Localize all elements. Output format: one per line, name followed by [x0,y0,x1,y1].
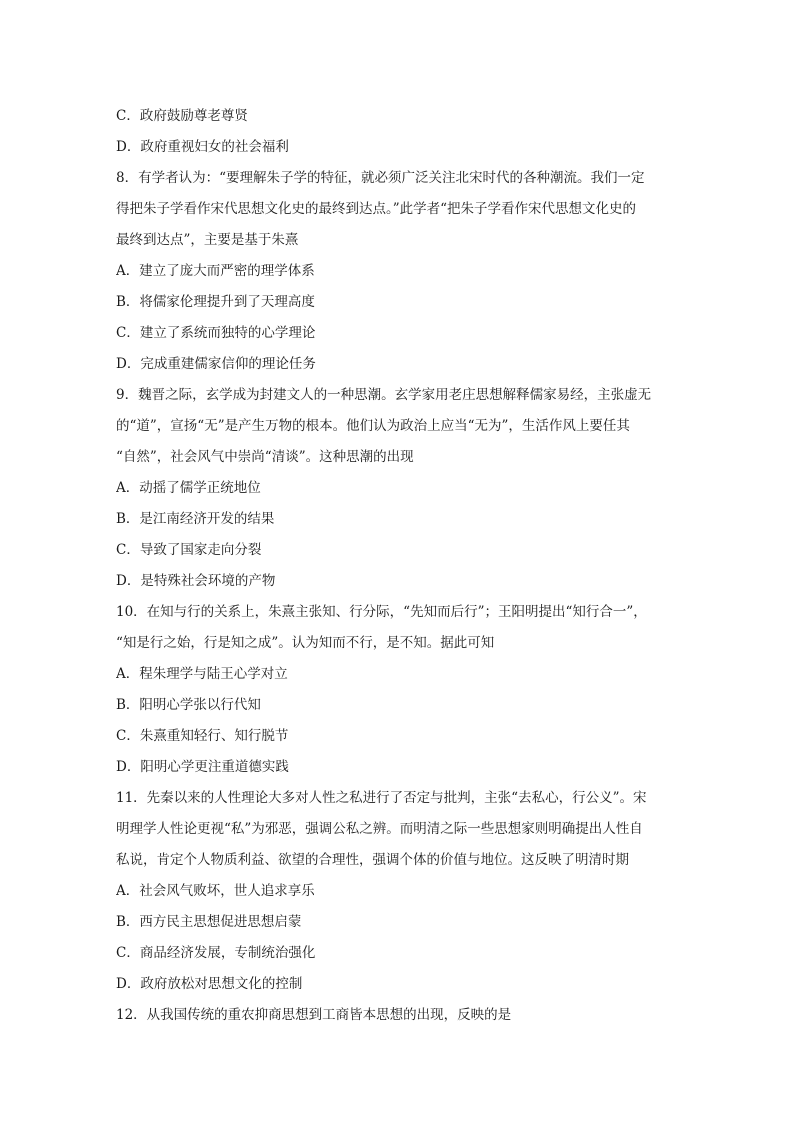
question-8 [116,163,680,380]
question-12 [116,1000,680,1031]
option-d: D．完成重建儒家信仰的理论任务 [116,356,316,372]
option-c: C．建立了系统而独特的心学理论 [116,325,316,341]
option-d: D．是特殊社会环境的产物 [116,573,276,589]
question-stem-line: 最终到达点”，主要是基于朱熹 [116,232,299,248]
option-d: D．阳明心学更注重道德实践 [116,759,289,775]
question-stem-line: 的“道”，宣扬“无”是产生万物的根本。他们认为政治上应当“无为”，生活作风上要任其 [116,418,630,434]
question-10 [116,597,680,783]
option-c: C．朱熹重知轻行、知行脱节 [116,728,289,744]
question-stem-line: 11．先秦以来的人性理论大多对人性之私进行了否定与批判，主张“去私心，行公义”。宋 [116,790,647,806]
question-11 [116,783,680,1000]
question-stem-line: 10．在知与行的关系上，朱熹主张知、行分际，“先知而后行”；王阳明提出“知行合一”， [116,604,647,620]
question-stem-line: 9．魏晋之际，玄学成为封建文人的一种思潮。玄学家用老庄思想解释儒家易经，主张虚无 [116,387,652,403]
option-c: C．导致了国家走向分裂 [116,542,262,558]
option-b: B．阳明心学张以行代知 [116,697,261,713]
previous-question-options [116,101,680,163]
question-stem-line: 8．有学者认为：“要理解朱子学的特征，就必须广泛关注北宋时代的各种潮流。我们一定 [116,170,645,186]
question-stem-line: “知是行之始，行是知之成”。认为知而不行，是不知。据此可知 [116,635,495,651]
option-b: B．西方民主思想促进思想启蒙 [116,914,302,930]
question-stem-line: 私说，肯定个人物质利益、欲望的合理性，强调个体的价值与地位。这反映了明清时期 [116,852,629,868]
option-a: A．程朱理学与陆王心学对立 [116,666,288,682]
option-a: A．社会风气败坏，世人追求享乐 [116,883,315,899]
question-stem-line: “自然”，社会风气中崇尚“清谈”。这种思潮的出现 [116,449,414,465]
option-c: C．商品经济发展，专制统治强化 [116,945,316,961]
option-b: B．是江南经济开发的结果 [116,511,275,527]
option-c: C．政府鼓励尊老尊贤 [116,108,248,124]
option-b: B．将儒家伦理提升到了天理高度 [116,294,315,310]
question-stem-line: 12．从我国传统的重农抑商思想到工商皆本思想的出现，反映的是 [116,1007,512,1023]
question-stem-line: 明理学人性论更视“私”为邪恶，强调公私之辨。而明清之际一些思想家则明确提出人性自 [116,821,643,837]
option-a: A．动摇了儒学正统地位 [116,480,261,496]
question-9 [116,380,680,597]
document-page [116,101,680,1031]
option-a: A．建立了庞大而严密的理学体系 [116,263,315,279]
option-d: D．政府放松对思想文化的控制 [116,976,303,992]
option-d: D．政府重视妇女的社会福利 [116,139,289,155]
question-stem-line: 得把朱子学看作宋代思想文化史的最终到达点。”此学者“把朱子学看作宋代思想文化史的 [116,201,637,217]
